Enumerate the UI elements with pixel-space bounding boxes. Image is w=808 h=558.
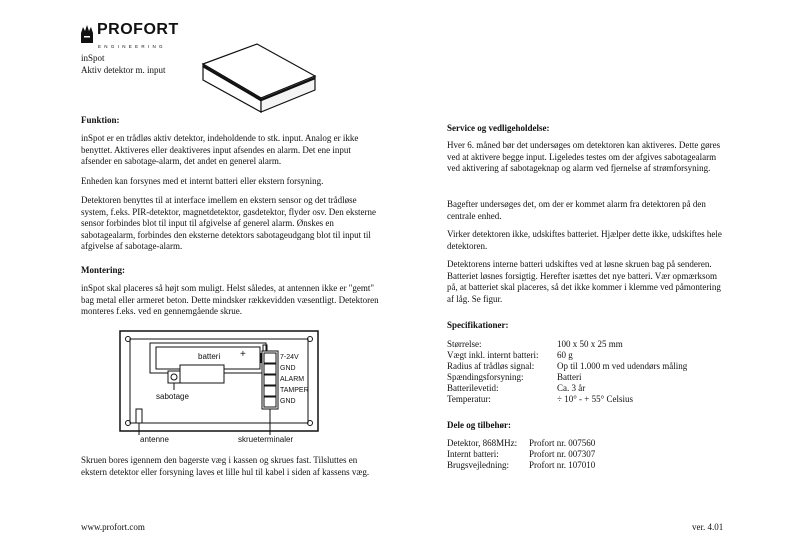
sabotage-label: sabotage (156, 392, 189, 401)
spec-table (447, 339, 747, 409)
bottom-paragraph: Skruen bores igennem den bagerste væg i kassen og skrues fast. Tilsluttes en ekstern detektor eller forsyning laves et lille hul til kabel i siden af kassens væg. (81, 455, 370, 477)
spec-key: Spændingsforsyning: (447, 372, 524, 382)
parts-value: Profort nr. 007560 (529, 438, 596, 448)
brand-sub: ENGINEERING (98, 44, 166, 49)
spec-key: Vægt inkl. internt batteri: (447, 350, 539, 360)
montering-paragraph: inSpot skal placeres så højt som muligt. Helst således, at antennen ikke er "gemt" bag metal eller armeret beton. Dette mindsker rækkevidden væsentligt. Detektoren monteres f.eks. ved en gennemgående skrue. (81, 283, 379, 316)
spec-value: Batteri (557, 372, 582, 382)
parts-key: Brugsvejledning: (447, 460, 509, 470)
footer-version: ver. 4.01 (692, 522, 724, 532)
brand-name: PROFORT (97, 21, 179, 38)
service-paragraph-4: Detektorens interne batteri udskiftes ved at løsne skruen bag på senderen. Batteriet løsnes forsigtig. Herefter isættes det nye batteri. Vær opmærksom på, at batteriet skal placeres, så det ikke kommer i klemme ved påmontering af låg. Se figur. (447, 259, 721, 304)
parts-key: Detektor, 868MHz: (447, 438, 518, 448)
service-paragraph-1: Hver 6. måned bør det undersøges om detektoren kan aktiveres. Dette gøres ved at aktivere begge input. Ligeledes testes om der afgives sabotagealarm ved aktivering af sabotageknap og alarm ved fjernelse af strømforsyning. (447, 140, 721, 173)
parts-table (447, 438, 747, 474)
terminal-label-2: GND (280, 365, 296, 372)
spec-value: 100 x 50 x 25 mm (557, 339, 623, 349)
service-paragraph-3: Virker detektoren ikke, udskiftes batteriet. Hjælper dette ikke, udskiftes hele detektoren. (447, 229, 722, 251)
spec-key: Størrelse: (447, 339, 482, 349)
spec-key: Batterilevetid: (447, 383, 499, 393)
montering-heading: Montering: (81, 265, 125, 275)
terminal-label-1: 7-24V (280, 354, 299, 361)
battery-label: batteri (198, 352, 221, 361)
funktion-paragraph-3: Detektoren benyttes til at interface imellem en ekstern sensor og det trådløse system, f.eks. PIR-detektor, magnetdetektor, gasdetektor, flyder osv. Den eksterne sensor forbindes blot til input til afgivelse af generel alarm. Ønskes en sabotagealarm, forbindes den eksterne detektors sabotageudgang blot til input til afgivelse af sabotage-alarm. (81, 195, 377, 251)
funktion-paragraph-1: inSpot er en trådløs aktiv detektor, indeholdende to stk. input. Analog er ikke benyttet. Aktiveres eller deaktiveres input afsendes en alarm. Det ene input afsender en sabotage-alarm, det andet en generel alarm. (81, 133, 359, 166)
battery-plus-label: + (240, 349, 246, 360)
device-illustration (195, 36, 325, 116)
product-name: inSpot (81, 53, 105, 63)
parts-key: Internt batteri: (447, 449, 499, 459)
spec-value: Op til 1.000 m ved udendørs måling (557, 361, 688, 371)
footer-url[interactable]: www.profort.com (81, 522, 145, 532)
service-heading: Service og vedligeholdelse: (447, 123, 550, 133)
antenna-label: antenne (140, 435, 169, 444)
parts-value: Profort nr. 007307 (529, 449, 596, 459)
spec-value: Ca. 3 år (557, 383, 586, 393)
funktion-heading: Funktion: (81, 115, 120, 125)
spec-heading: Specifikationer: (447, 320, 509, 330)
terminal-label-4: TAMPER (280, 387, 309, 394)
wiring-diagram (118, 327, 328, 447)
terminals-label: skrueterminaler (238, 435, 294, 444)
terminal-label-3: ALARM (280, 376, 305, 383)
spec-value: 60 g (557, 350, 573, 360)
service-paragraph-2: Bagefter undersøges det, om der er kommet alarm fra detektoren på den centrale enhed. (447, 199, 706, 221)
product-subtitle: Aktiv detektor m. input (81, 65, 166, 75)
funktion-paragraph-2: Enheden kan forsynes med et internt batteri eller ekstern forsyning. (81, 176, 324, 186)
spec-value: ÷ 10° - + 55° Celsius (557, 394, 633, 404)
parts-heading: Dele og tilbehør: (447, 420, 511, 430)
crown-icon (80, 24, 94, 44)
parts-value: Profort nr. 107010 (529, 460, 596, 470)
terminal-label-5: GND (280, 398, 296, 405)
spec-key: Radius af trådløs signal: (447, 361, 535, 371)
brand-logo (80, 22, 190, 48)
spec-key: Temperatur: (447, 394, 491, 404)
